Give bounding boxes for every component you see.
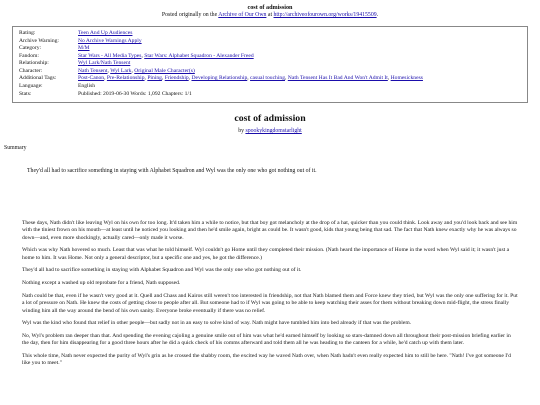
- byline: by spookykingdomstarlight: [238, 128, 302, 135]
- story-paragraph: This whole time, Nath never expected the purity of Wyl's grin as he crossed the shabby room, the excited way he waved Nath over, when Nath hadn't even really expected him to still be here. "Nath! I've got someone I'd like you to meet.": [22, 352, 511, 367]
- tag-link[interactable]: Developing Relationship: [191, 75, 248, 82]
- meta-tags: Additional Tags: Post-Canon, Pre-Relationship, Pining, Friendship, Developing Relationship, casual touching, Nath Tensent Has It Bad And Won't Admit It, Homesickness: [19, 75, 423, 82]
- meta-language: Language: English: [19, 83, 96, 89]
- tag-link[interactable]: Friendship: [164, 75, 189, 82]
- work-meta-box: [12, 26, 528, 103]
- story-paragraph: Nath could be that, even if he wasn't very good at it. Quell and Chass and Kairos still weren't too interested in friendship, not that Nath blamed them and Force knew they tried, but Wyl was the only one suffering for it. Put a lot of pressure on Nath. He knew the costs of getting close to people after all. But someone had to if Wyl was going to be able to keep watching their asses for them without breaking down mid-flight, the stress finally winding him all the way around the bend of his own sanity. Everyone broke eventually if there was no relief.: [22, 292, 518, 314]
- meta-fandom: Fandom: Star Wars - All Media Types, Star Wars: Alphabet Squadron - Alexander Freed: [19, 52, 254, 59]
- story-paragraph: Wyl was the kind who found that relief in other people—but sadly not in an easy to solve kind of way. Nath might have tumbled him into bed already if that was the problem.: [22, 320, 412, 327]
- author-link[interactable]: spookykingdomstarlight: [245, 128, 302, 135]
- meta-relationship: Relationship: Wyl Lark/Nath Tensent: [19, 60, 131, 67]
- meta-stats: Stats: Published: 2019-06-30 Words: 1,092 Chapters: 1/1: [19, 90, 192, 97]
- tag-link[interactable]: Homesickness: [390, 75, 423, 82]
- relationship-link[interactable]: Wyl Lark/Nath Tensent: [78, 60, 131, 67]
- tag-link[interactable]: Post-Canon: [78, 75, 105, 82]
- tag-link[interactable]: Pre-Relationship: [106, 75, 145, 82]
- meta-rating: Rating: Teen And Up Audiences: [19, 30, 133, 37]
- category-link[interactable]: M/M: [78, 45, 90, 52]
- work-url-link[interactable]: http://archiveofourown.org/works/19415509: [273, 12, 377, 19]
- character-link[interactable]: Wyl Lark: [110, 67, 132, 74]
- work-title: cost of admission: [234, 113, 306, 125]
- tag-link[interactable]: Pining: [147, 75, 162, 82]
- story-paragraph: They'd all had to sacrifice something in staying with Alphabet Squadron and Wyl was the only one who got nothing out of it.: [22, 267, 302, 274]
- meta-category: Category: M/M: [19, 45, 90, 52]
- tag-link[interactable]: Nath Tensent Has It Bad And Won't Admit It: [287, 75, 388, 82]
- tag-link[interactable]: casual touching: [250, 75, 285, 82]
- fandom-link[interactable]: Star Wars: Alphabet Squadron - Alexander Freed: [144, 52, 254, 59]
- summary-heading: Summary: [4, 145, 27, 152]
- posted-line: Posted originally on the Archive of Our Own at http://archiveofourown.org/works/19415509.: [161, 12, 379, 19]
- story-paragraph: Which was why Nath hovered so much. Least that was what he told himself. Wyl couldn't go Home until they completed their mission. (Nath heard the importance of Home in the word when Wyl said it; it wasn't just a home to him. It was Home. Not only a general descriptor, but a specific one and yes, he got the difference.): [22, 247, 510, 261]
- story-body: [22, 220, 518, 368]
- character-link[interactable]: Nath Tensent: [78, 67, 108, 74]
- character-link[interactable]: Original Male Character(s): [134, 67, 195, 74]
- story-paragraph: No, Wyl's problem ran deeper than that. And spending the evening cajoling a genuine smile out of him was what he'd earned himself by looking so stars-damned down all throughout their post-mission briefing earlier in the day, then for him disappearing for a good three hours after he did a quick check of his comms afterward and told them all he was heading to the canteen for a while, he'd catch up with them later.: [22, 332, 511, 347]
- warning-link[interactable]: No Archive Warnings Apply: [78, 37, 142, 44]
- header-title: cost of admission: [247, 4, 293, 11]
- archive-header: [0, 0, 540, 20]
- story-paragraph: Nothing except a washed up old reprobate for a friend, Nath supposed.: [22, 280, 181, 287]
- fandom-link[interactable]: Star Wars - All Media Types: [78, 52, 142, 59]
- rating-link[interactable]: Teen And Up Audiences: [78, 30, 133, 37]
- meta-warning: Archive Warning: No Archive Warnings Apply: [19, 37, 142, 44]
- archive-link[interactable]: Archive of Our Own: [218, 12, 267, 19]
- summary-text: They'd all had to sacrifice something in staying with Alphabet Squadron and Wyl was the only one who got nothing out of it.: [27, 167, 317, 174]
- meta-character: Character: Nath Tensent, Wyl Lark, Original Male Character(s): [19, 67, 195, 74]
- story-paragraph: These days, Nath didn't like leaving Wyl on his own for too long. It'd taken him a while to notice, but that boy got melancholy at the drop of a hat, quicker than you could think. Look away and you'd look back and see him with the tiniest frown on his mouth—at least until he noticed you looking and then he'd smile again, bright as could be. It wasn't good, kids that young being that sad. The fact that Nath knew exactly why he was always so down—and, even more shockingly, actually cared—only made it worse.: [22, 219, 518, 241]
